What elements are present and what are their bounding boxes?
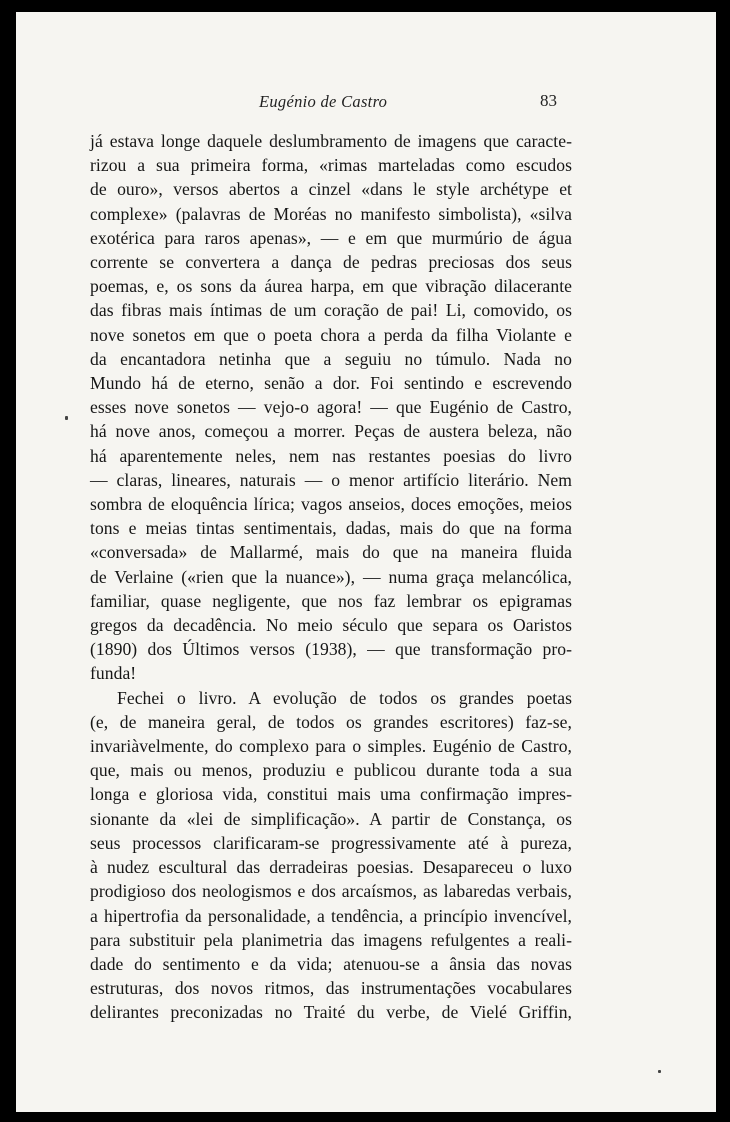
text-line: «conversada» de Mallarmé, mais do que na maneira fluida <box>90 542 572 563</box>
text-line: prodigioso dos neologismos e dos arcaísmos, as labaredas verbais, <box>90 881 572 902</box>
paragraph-end-line: funda! <box>90 663 137 684</box>
text-line: esses nove sonetos — vejo-o agora! — que Eugénio de Castro, <box>90 397 572 418</box>
book-page <box>16 12 716 1112</box>
text-line: sionante da «lei de simplificação». A partir de Constança, os <box>90 808 572 829</box>
text-line: para substituir pela planimetria das imagens refulgentes a reali- <box>90 929 572 950</box>
text-line: (1890) dos Últimos versos (1938), — que transformação pro- <box>90 639 572 660</box>
text-line: sombra de eloquência lírica; vagos anseios, doces emoções, meios <box>90 494 572 515</box>
text-line: de ouro», versos abertos a cinzel «dans le style archétype et <box>90 179 572 200</box>
text-line: das fibras mais íntimas de um coração de pai! Li, comovido, os <box>90 300 572 321</box>
dust-speck <box>658 1070 661 1073</box>
text-line: longa e gloriosa vida, constitui mais uma confirmação impres- <box>90 784 572 805</box>
text-line: já estava longe daquele deslumbramento de imagens que caracte- <box>90 131 572 151</box>
text-line: que, mais ou menos, produziu e publicou durante toda a sua <box>90 760 572 781</box>
text-line: — claras, lineares, naturais — o menor artifício literário. Nem <box>90 469 572 490</box>
text-line: gregos da decadência. No meio século que separa os Oaristos <box>90 615 572 636</box>
text-line: complexe» (palavras de Moréas no manifesto simbolista), «silva <box>90 203 572 224</box>
text-line: seus processos clarificaram-se progressivamente até à pureza, <box>90 832 572 853</box>
text-line: há nove anos, começou a morrer. Peças de austera beleza, não <box>90 421 572 442</box>
text-line: nove sonetos em que o poeta chora a perda da filha Violante e <box>90 324 572 345</box>
text-line: estruturas, dos novos ritmos, das instrumentações vocabulares <box>90 978 572 999</box>
body-text <box>90 129 572 1025</box>
text-line: Mundo há de eterno, senão a dor. Foi sentindo e escrevendo <box>90 373 572 394</box>
text-line: corrente se convertera a dança de pedras preciosas dos seus <box>90 252 572 273</box>
text-line: tons e meias tintas sentimentais, dadas, mais do que na forma <box>90 518 572 539</box>
text-line: dade do sentimento e da vida; atenuou-se a ânsia das novas <box>90 953 572 974</box>
text-line: poemas, e, os sons da áurea harpa, em que vibração dilacerante <box>90 276 572 297</box>
dust-speck <box>65 416 68 420</box>
text-line: de Verlaine («rien que la nuance»), — numa graça melancólica, <box>90 566 572 587</box>
text-line: invariàvelmente, do complexo para o simples. Eugénio de Castro, <box>90 736 572 757</box>
text-line: a hipertrofia da personalidade, a tendência, a princípio invencível, <box>90 905 572 926</box>
text-line: (e, de maneira geral, de todos os grandes escritores) faz-se, <box>90 711 572 732</box>
running-head: Eugénio de Castro <box>259 92 388 111</box>
page-header <box>16 92 716 116</box>
text-line: à nudez escultural das derradeiras poesias. Desapareceu o luxo <box>90 857 572 878</box>
text-line: exotérica para raros apenas», — e em que murmúrio de água <box>90 227 572 248</box>
text-line: delirantes preconizadas no Traité du verbe, de Vielé Griffin, <box>90 1002 572 1023</box>
text-line: familiar, quase negligente, que nos faz lembrar os epigramas <box>90 590 572 611</box>
page-number: 83 <box>540 91 557 110</box>
text-line: da encantadora netinha que a seguiu no túmulo. Nada no <box>90 348 572 369</box>
paragraph-start-line: Fechei o livro. A evolução de todos os grandes poetas <box>117 687 572 708</box>
text-line: rizou a sua primeira forma, «rimas marteladas como escudos <box>90 155 572 176</box>
text-line: há aparentemente neles, nem nas restantes poesias do livro <box>90 445 572 466</box>
